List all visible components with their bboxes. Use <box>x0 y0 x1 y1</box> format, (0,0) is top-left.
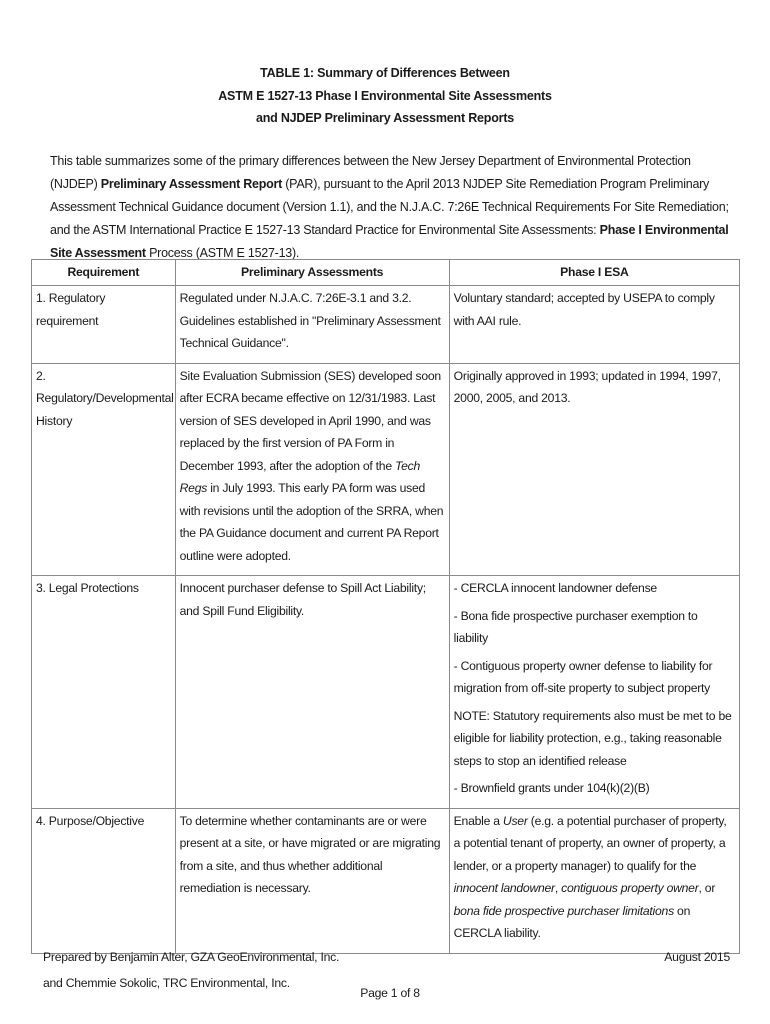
table-row <box>32 363 740 576</box>
table-row <box>32 286 740 364</box>
row2-esa: Originally approved in 1993; updated in 1994, 1997, 2000, 2005, and 2013. <box>449 363 739 576</box>
row3-requirement: 3. Legal Protections <box>32 576 176 809</box>
row1-requirement: 1. Regulatory requirement <box>32 286 176 364</box>
row3-pa: Innocent purchaser defense to Spill Act Liability; and Spill Fund Eligibility. <box>175 576 449 809</box>
row4-esa-italic-3: contiguous property owner <box>561 881 699 895</box>
footer-date: August 2015 <box>664 950 730 964</box>
title-line-3: and NJDEP Preliminary Assessment Reports <box>255 111 515 125</box>
row2-requirement: 2. Regulatory/Developmental History <box>32 363 176 576</box>
list-item: - Brownfield grants under 104(k)(2)(B) <box>453 781 650 795</box>
intro-text-1: This table summarizes some of the primary differences between the New Jersey Department of Environmental Protection (NJDEP) <box>50 154 691 191</box>
intro-bold-par: Preliminary Assessment Report <box>100 177 283 191</box>
footer-page-number: Page 1 of 8 <box>360 986 420 1000</box>
document-title <box>0 62 770 130</box>
row4-esa-italic-4: bona fide prospective purchaser limitations <box>453 903 674 918</box>
title-line-2: ASTM E 1527-13 Phase I Environmental Site Assessments <box>218 88 552 103</box>
header-preliminary-assessments: Preliminary Assessments <box>175 260 449 286</box>
row2-pa-text-a: Site Evaluation Submission (SES) developed soon after ECRA became effective on 12/31/1983. Last version of SES developed in April 1990, and was replaced by the first version of PA Form in December 1993, after the adoption of the <box>179 368 441 473</box>
header-phase-i-esa: Phase I ESA <box>449 260 739 286</box>
row3-esa <box>449 576 739 809</box>
table-header-row <box>32 260 740 286</box>
differences-table <box>31 259 740 954</box>
row4-esa-italic-1: User <box>502 813 528 828</box>
row1-pa: Regulated under N.J.A.C. 7:26E-3.1 and 3.2. Guidelines established in "Preliminary Assessment Technical Guidance". <box>175 286 449 364</box>
row4-esa-text-5: on CERCLA liability. <box>453 903 691 940</box>
row4-esa-text-4: , or <box>698 881 716 895</box>
row4-esa-italic-2: innocent landowner <box>453 881 555 895</box>
table-row <box>32 808 740 953</box>
header-requirement: Requirement <box>32 260 176 286</box>
list-item: - Contiguous property owner defense to liability for migration from off-site property to subject property <box>453 658 713 695</box>
title-line-1: TABLE 1: Summary of Differences Between <box>260 66 510 80</box>
row4-esa-text-1: Enable a <box>453 813 503 828</box>
list-item: NOTE: Statutory requirements also must be met to be eligible for liability protection, e.g., taking reasonable steps to stop an identified release <box>453 708 732 768</box>
table-row <box>32 576 740 809</box>
row4-esa-text-3: , <box>554 881 562 895</box>
row2-pa-italic: Tech Regs <box>179 458 420 495</box>
intro-paragraph <box>50 150 740 265</box>
row4-requirement: 4. Purpose/Objective <box>32 808 176 953</box>
intro-bold-esa: Phase I Environmental Site Assessment <box>50 223 729 260</box>
list-item: - CERCLA innocent landowner defense <box>453 581 657 595</box>
row2-pa <box>175 363 449 576</box>
intro-text-2: (PAR), pursuant to the April 2013 NJDEP Site Remediation Program Preliminary Assessment Technical Guidance document (Version 1.1), and the N.J.A.C. 7:26E Technical Requirements For Site Remediation; and the ASTM International Practice E 1527-13 Standard Practice for Environmental Site Assessments: <box>50 177 729 237</box>
list-item: - Bona fide prospective purchaser exemption to liability <box>453 608 698 645</box>
row4-pa: To determine whether contaminants are or were present at a site, or have migrated or are migrating from a site, and thus whether additional remediation is necessary. <box>175 808 449 953</box>
intro-text-3: Process (ASTM E 1527-13). <box>145 246 300 260</box>
footer-prepared-by: Prepared by Benjamin Alter, GZA GeoEnvironmental, Inc. <box>43 950 340 964</box>
row2-pa-text-b: in July 1993. This early PA form was used with revisions until the adoption of the SRRA, when the PA Guidance document and current PA Report outline were adopted. <box>179 481 444 563</box>
row4-esa <box>449 808 739 953</box>
row1-esa: Voluntary standard; accepted by USEPA to comply with AAI rule. <box>449 286 739 364</box>
footer-and-line: and Chemmie Sokolic, TRC Environmental, Inc. <box>43 976 290 990</box>
row4-esa-text-2: (e.g. a potential purchaser of property, a potential tenant of property, an owner of property, a lender, or a property manager) to qualify for the <box>453 813 727 873</box>
